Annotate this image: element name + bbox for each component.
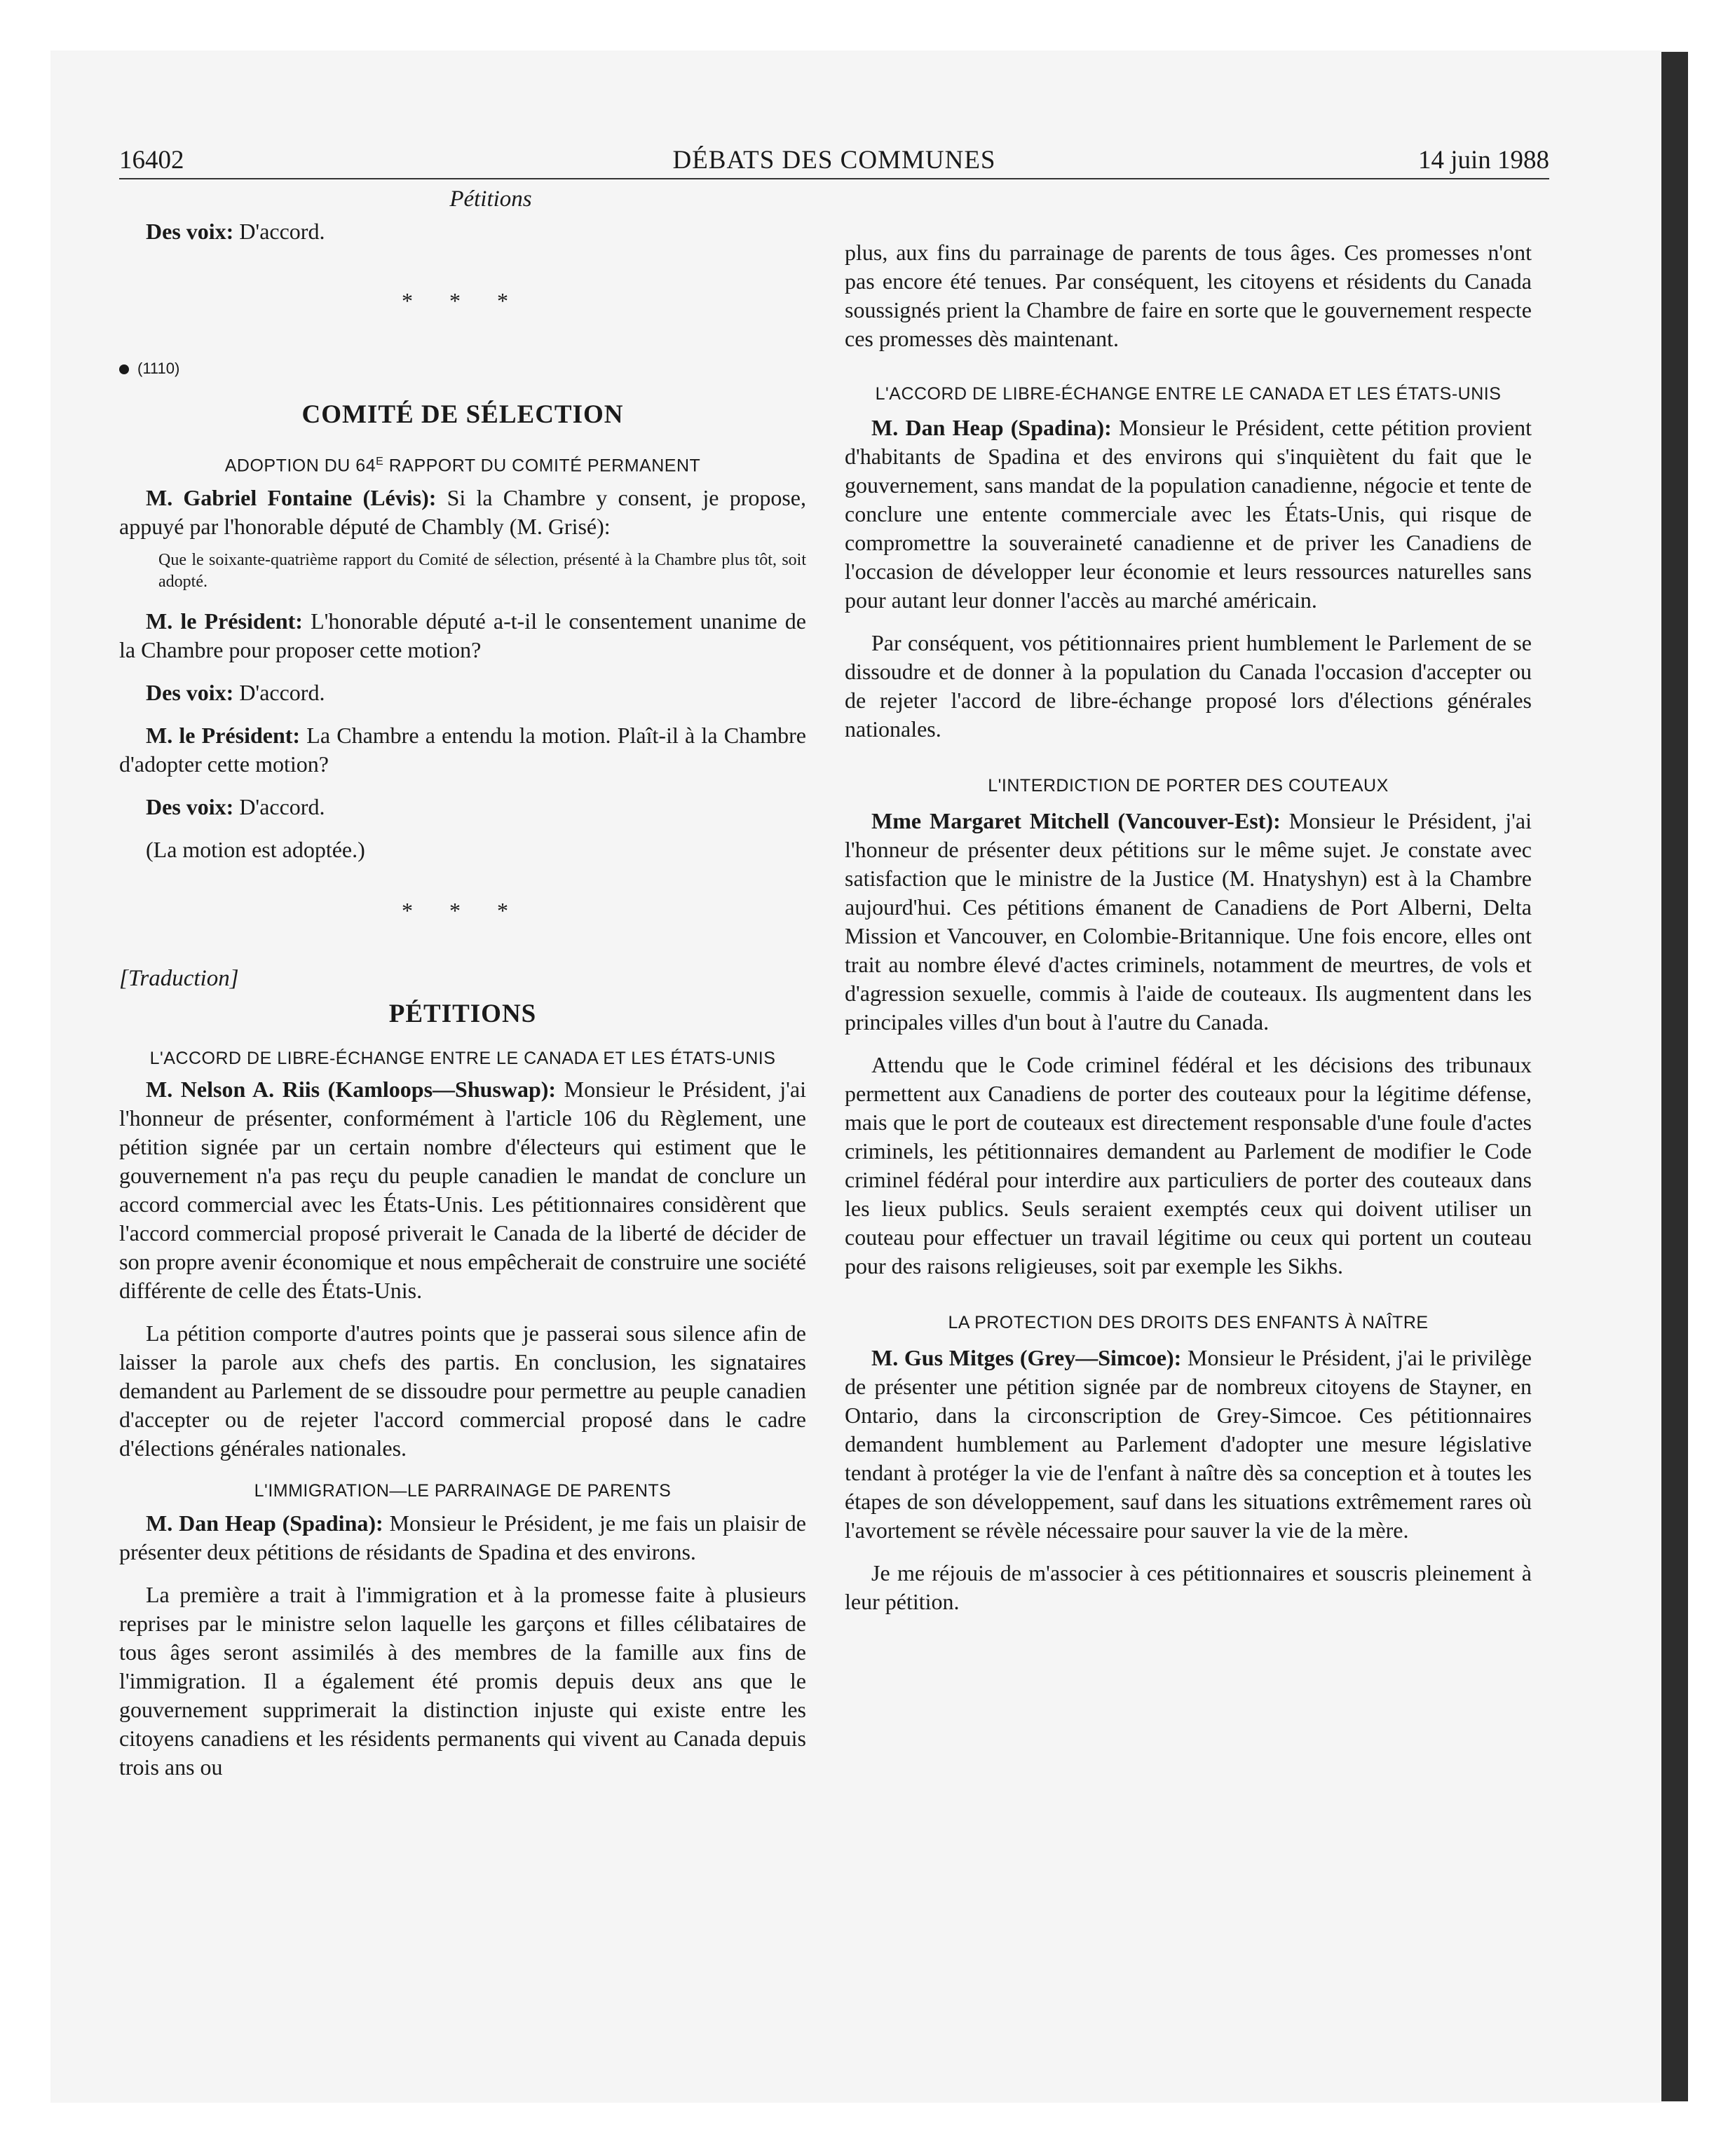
paragraph [119, 1509, 806, 1567]
bullet-icon [119, 364, 129, 374]
speech-text: D'accord. [233, 794, 325, 820]
speech-text: Monsieur le Président, j'ai le privilège de présenter une pétition signée par de nombreux citoyens de Stayner, en Ontario, dans la circonscription de Grey-Simcoe. Ces pétitionnaires demandent humblement au Parlement d'adopter une mesure législative tendant à protéger la vie de l'enfant à naître dès sa conception et à toutes les étapes de son développement, sauf dans les situations extrêmement rares où l'avortement se révèle nécessaire pour sauver la vie de la mère. [845, 1345, 1532, 1543]
page-number: 16402 [119, 146, 184, 175]
sub-heading-part: RAPPORT DU COMITÉ PERMANENT [383, 456, 701, 476]
speaker: M. Dan Heap (Spadina): [146, 1510, 383, 1536]
subsection-heading [119, 451, 806, 477]
subsection-heading: LA PROTECTION DES DROITS DES ENFANTS À NAÎTRE [948, 1313, 1429, 1332]
section-separator: * * * [402, 898, 524, 924]
paragraph [845, 414, 1532, 615]
paragraph [119, 721, 806, 779]
speech-text: Monsieur le Président, cette pétition provient d'habitants de Spadina et des environs qui s'inquiètent du fait que le gouvernement, sans mandat de la population canadienne, négocie et tente de conclure une entente commerciale avec les États-Unis, qui risque de compromettre la souveraineté canadienne et de priver les Canadiens de l'occasion de développer leur économie et leurs ressources naturelles sans pour autant leur donner l'accès au marché américain. [845, 415, 1532, 613]
speech-text: D'accord. [233, 680, 325, 706]
subsection-heading: L'INTERDICTION DE PORTER DES COUTEAUX [988, 776, 1389, 796]
paragraph: La première a trait à l'immigration et à la promesse faite à plusieurs reprises par le ministre selon laquelle les garçons et filles célibataires de tous âges seront assimilés à des membres de la famille aux fins de l'immigration. Il a également été promis depuis deux ans que le gouvernement supprimerait la distinction injuste qui existe entre les citoyens canadiens et les résidents permanents qui vivent au Canada depuis trois ans ou [119, 1582, 806, 1780]
speaker: M. Dan Heap (Spadina): [871, 415, 1112, 440]
paragraph [119, 678, 806, 707]
scan-edge-bar [1661, 52, 1688, 2101]
speaker: M. le Président: [146, 723, 301, 749]
paragraph [119, 607, 806, 664]
speaker: M. Gus Mitges (Grey—Simcoe): [871, 1345, 1182, 1370]
right-column [845, 238, 1532, 1616]
speech-text: La Chambre a entendu la motion. Plaît-il à la Chambre d'adopter cette motion? [119, 723, 807, 777]
paragraph: Je me réjouis de m'associer à ces pétitionnaires et souscris pleinement à leur pétition. [845, 1560, 1532, 1614]
speech-text: L'honorable député a-t-il le consentement unanime de la Chambre pour proposer cette motion? [119, 608, 806, 663]
speaker: Des voix: [146, 794, 234, 820]
paragraph [119, 484, 806, 541]
page-header [119, 144, 1549, 177]
speech-text: Monsieur le Président, j'ai l'honneur de présenter deux pétitions sur le même sujet. Je constate avec satisfaction que le ministre de la Justice (M. Hnatyshyn) est à la Chambre aujourd'hui. Ces pétitions émanent de Canadiens de Port Alberni, Delta Mission et Vancouver, en Colombie-Britannique. Une fois encore, elles ont trait au nombre élevé d'actes criminels, notamment de meurtres, de vols et d'agression sexuelle, commis à l'aide de couteaux. Ils augmentent dans les principales villes d'un bout à l'autre du Canada. [845, 808, 1532, 1035]
left-column [119, 184, 806, 1782]
section-heading: COMITÉ DE SÉLECTION [301, 400, 624, 429]
sub-heading-part: ADOPTION DU 64 [224, 456, 376, 476]
page-date: 14 juin 1988 [1417, 146, 1549, 175]
paragraph: La pétition comporte d'autres points que je passerai sous silence afin de laisser la parole aux chefs des partis. En conclusion, les signataires demandent au Parlement de se dissoudre pour permettre au peuple canadien d'accepter ou de rejeter l'accord commercial proposé dans le cadre d'élections générales nationales. [119, 1321, 806, 1461]
speaker: Des voix: [146, 219, 234, 244]
header-rule [119, 178, 1549, 179]
paragraph [119, 793, 806, 821]
paragraph: Attendu que le Code criminel fédéral et les décisions des tribunaux permettent aux Canadiens de porter des couteaux pour la légitime défense, mais que le port de couteaux est directement responsable d'une foule d'actes criminels, les pétitionnaires demandent au Parlement de modifier le Code criminel fédéral pour interdire aux particuliers de porter des couteaux dans les lieux publics. Seuls seraient exemptés ceux qui doivent utiliser un couteau pour effectuer un travail légitime ou ceux qui portent un couteau pour des raisons religieuses, soit par exemple les Sikhs. [845, 1052, 1532, 1278]
publication-title: DÉBATS DES COMMUNES [672, 146, 996, 175]
paragraph: Par conséquent, vos pétitionnaires prient humblement le Parlement de se dissoudre et de donner à la population du Canada l'occasion d'accepter ou de rejeter l'accord de libre-échange proposé lors d'élections générales nationales. [845, 630, 1532, 742]
paragraph [845, 807, 1532, 1037]
subsection-heading: L'ACCORD DE LIBRE-ÉCHANGE ENTRE LE CANADA ET LES ÉTATS-UNIS [149, 1049, 776, 1069]
section-heading: PÉTITIONS [388, 999, 537, 1029]
translation-label: Traduction [128, 966, 230, 992]
paragraph: plus, aux fins du parrainage de parents de tous âges. Ces promesses n'ont pas encore été tenues. Par conséquent, les citoyens et résidents du Canada soussignés prient la Chambre de faire en sorte que le gouvernement respecte ces promesses dès maintenant. [845, 240, 1532, 351]
time-label: (1110) [137, 360, 180, 377]
speech-text: D'accord. [233, 219, 325, 244]
paragraph: (La motion est adoptée.) [146, 837, 365, 863]
time-marker [119, 359, 806, 378]
translation-note: [Traduction] [119, 966, 239, 992]
speaker: M. Gabriel Fontaine (Lévis): [146, 485, 437, 511]
speaker: Des voix: [146, 680, 234, 706]
speaker: M. Nelson A. Riis (Kamloops—Shuswap): [146, 1077, 557, 1103]
motion-text: Que le soixante-quatrième rapport du Comité de sélection, présenté à la Chambre plus tôt, soit adopté. [158, 551, 806, 592]
running-head: Pétitions [449, 186, 532, 212]
speech-text: Monsieur le Président, j'ai l'honneur de présenter, conformément à l'article 106 du Règlement, une pétition signée par un certain nombre d'électeurs qui estiment que le gouvernement n'a pas reçu du peuple canadien le mandat de conclure un accord commercial avec les États-Unis. Les pétitionnaires considèrent que l'accord commercial proposé priverait le Canada de la liberté de décider de son propre avenir économique et nous empêcherait de construire une société différente de celle des États-Unis. [119, 1077, 806, 1304]
section-separator: * * * [402, 288, 524, 313]
subsection-heading: L'IMMIGRATION—LE PARRAINAGE DE PARENTS [254, 1481, 672, 1501]
paragraph [119, 217, 806, 246]
paragraph [845, 1344, 1532, 1545]
speech-text: Si la Chambre y consent, je propose, appuyé par l'honorable député de Chambly (M. Grisé): [119, 485, 807, 540]
paragraph [119, 1075, 806, 1305]
subsection-heading: L'ACCORD DE LIBRE-ÉCHANGE ENTRE LE CANADA ET LES ÉTATS-UNIS [875, 384, 1502, 404]
speaker: M. le Président: [146, 608, 303, 634]
speech-text: Monsieur le Président, je me fais un plaisir de présenter deux pétitions de résidants de Spadina et des environs. [119, 1510, 807, 1565]
superscript: E [376, 456, 384, 468]
speaker: Mme Margaret Mitchell (Vancouver-Est): [871, 808, 1281, 833]
